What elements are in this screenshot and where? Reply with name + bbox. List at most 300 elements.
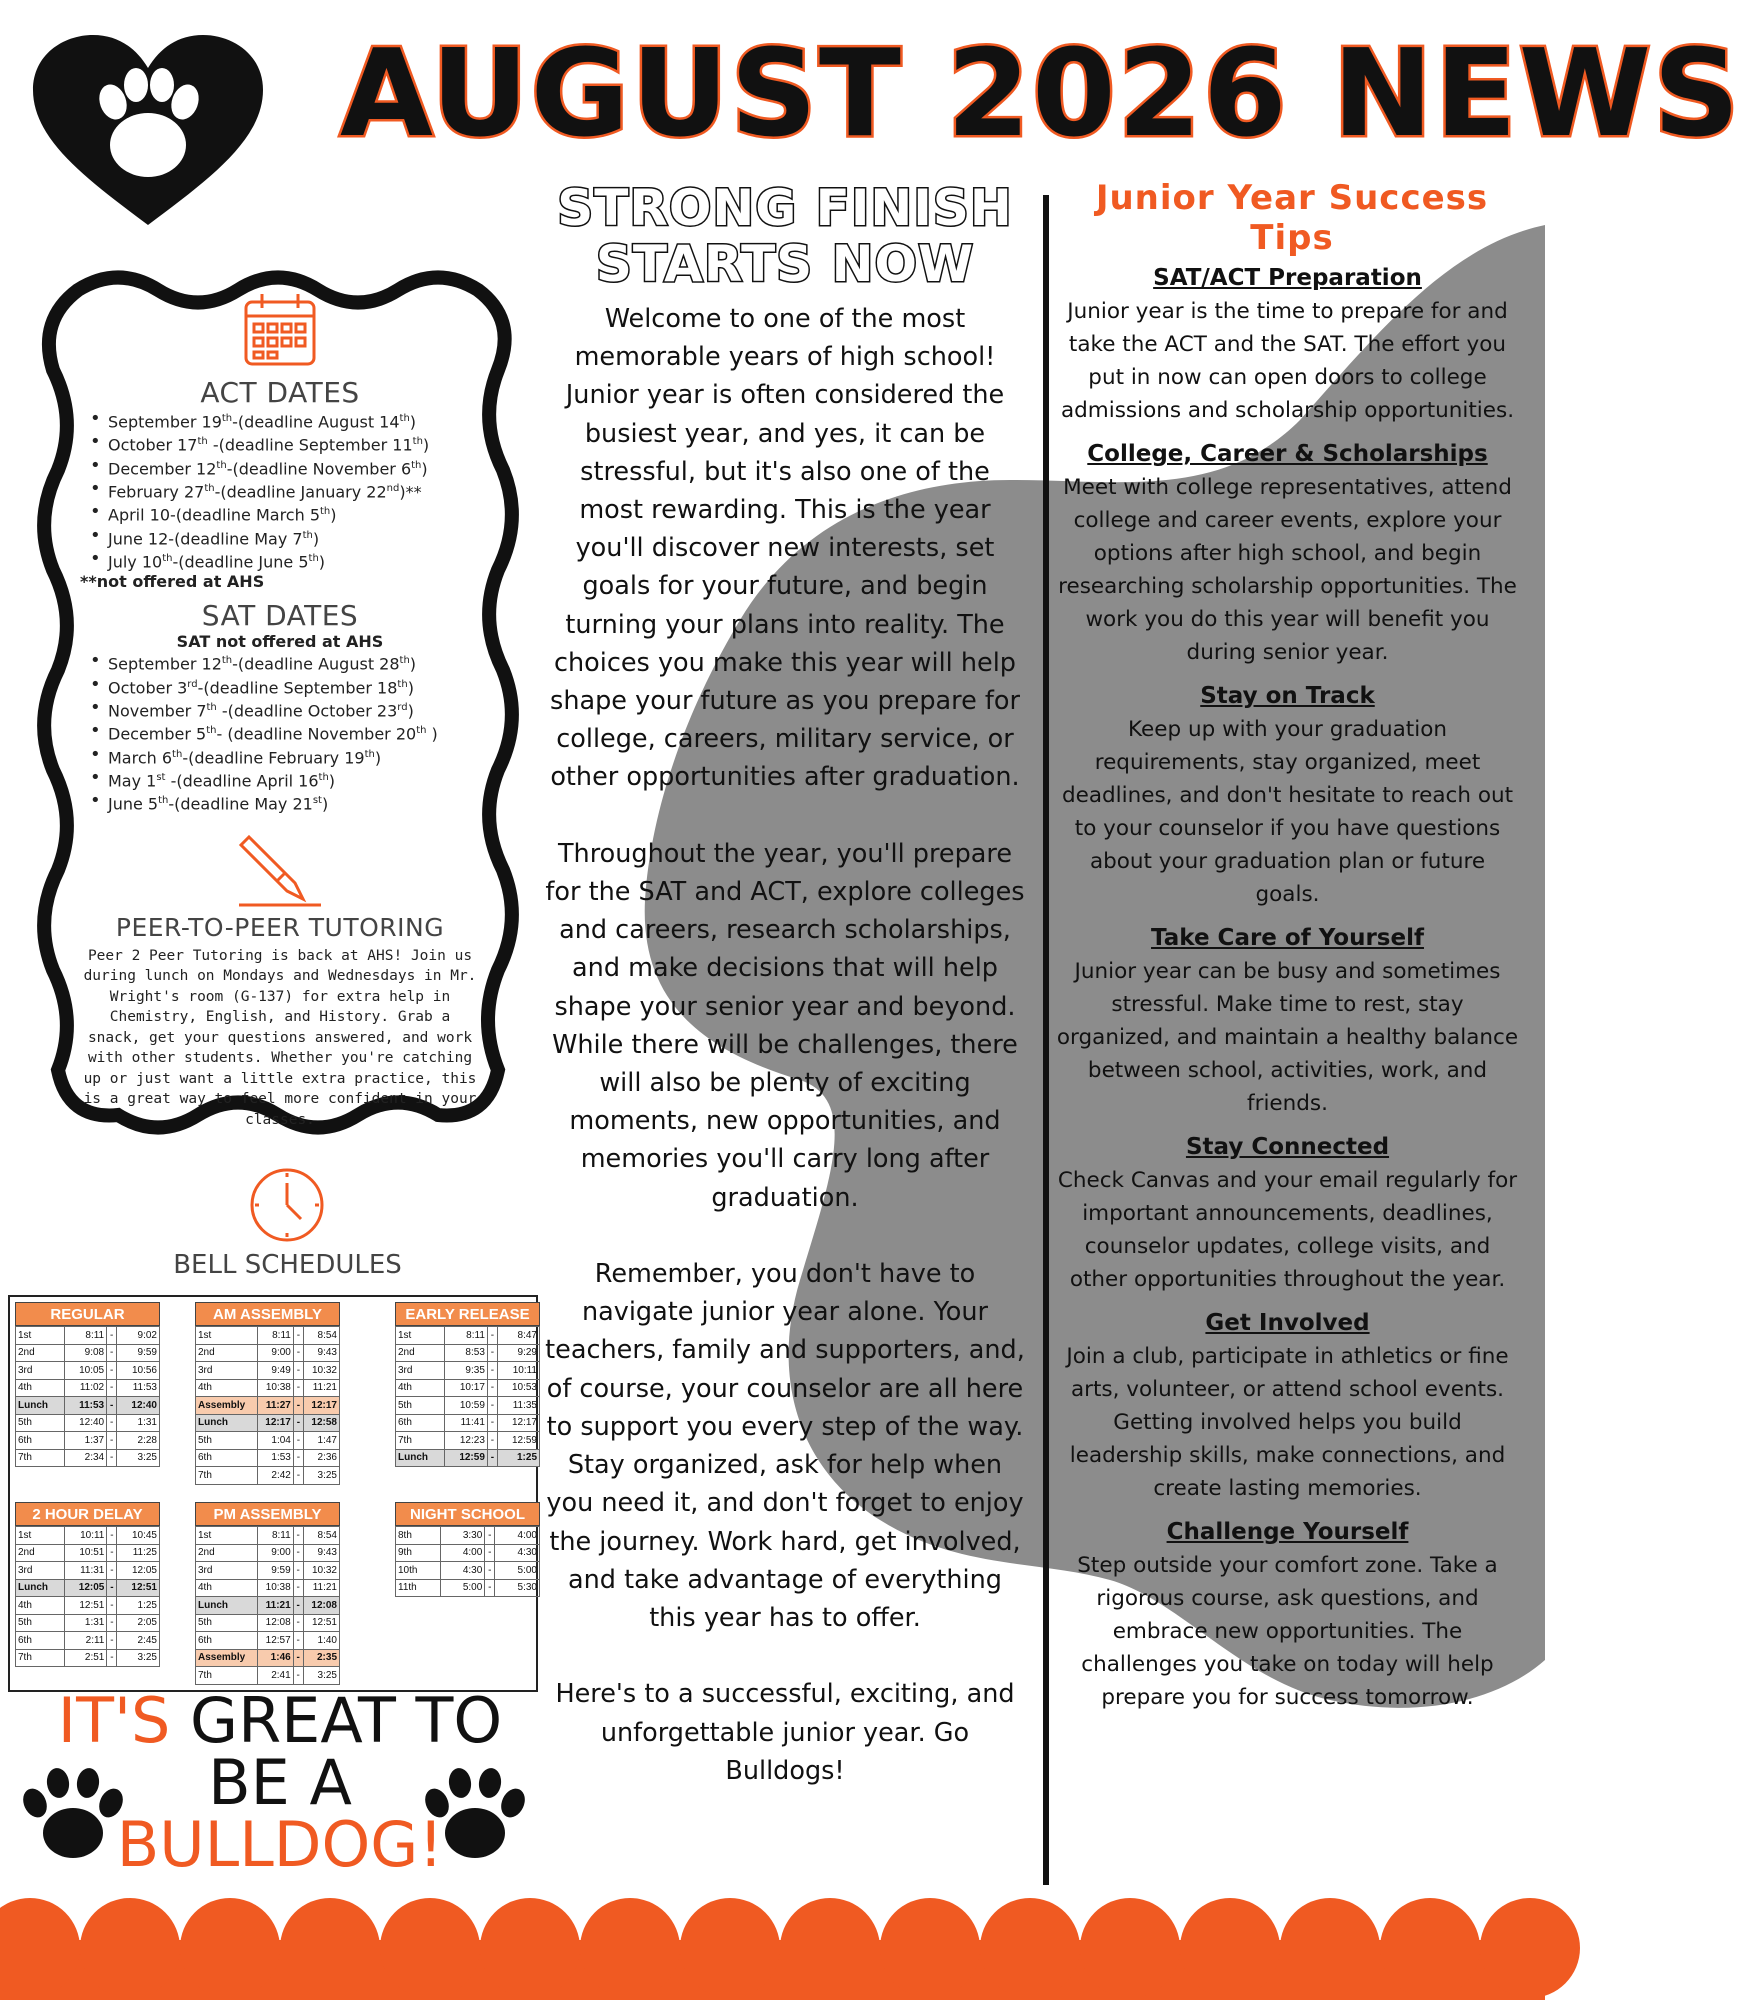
schedule-regular xyxy=(15,1302,160,1467)
schedule-cell: 1st xyxy=(396,1327,445,1345)
schedule-row xyxy=(396,1379,540,1397)
schedule-row xyxy=(196,1432,340,1450)
schedule-cell: 10:32 xyxy=(303,1362,339,1380)
act-date-item: • December 12th-(deadline November 6th) xyxy=(88,456,480,479)
schedule-cell: 10:11 xyxy=(64,1527,107,1545)
schedule-cell: 11:53 xyxy=(117,1379,160,1397)
schedule-cell: - xyxy=(293,1449,303,1467)
schedule-cell: 4:30 xyxy=(495,1544,540,1562)
schedule-cell: - xyxy=(107,1432,117,1450)
schedule-cell: - xyxy=(107,1649,117,1667)
schedule-row xyxy=(16,1432,160,1450)
schedule-cell: 12:17 xyxy=(257,1414,293,1432)
schedule-cell: 12:57 xyxy=(258,1632,294,1650)
schedule-row xyxy=(396,1544,540,1562)
schedule-cell: - xyxy=(293,1344,303,1362)
slogan-bulldog: BULLDOG! xyxy=(116,1808,444,1881)
tip-text: Junior year can be busy and sometimes stressful. Make time to rest, stay organized, and maintain a healthy balance between school, activities, work, and friends. xyxy=(1056,959,1519,1116)
schedule-row xyxy=(196,1527,340,1545)
schedule-cell: - xyxy=(293,1667,303,1685)
act-dates-list xyxy=(80,409,480,572)
schedule-cell: 11th xyxy=(396,1579,441,1597)
schedule-row xyxy=(16,1344,160,1362)
schedule-table xyxy=(395,1526,540,1597)
sat-date-item: • June 5th-(deadline May 21st) xyxy=(88,791,480,814)
schedule-cell: 8:11 xyxy=(445,1327,488,1345)
schedule-table xyxy=(15,1526,160,1667)
schedule-cell: 7th xyxy=(196,1467,258,1485)
schedule-cell: 12:17 xyxy=(303,1397,339,1415)
schedule-cell: 12:40 xyxy=(65,1414,107,1432)
schedule-cell: 11:25 xyxy=(117,1544,160,1562)
act-date-item: • February 27th-(deadline January 22nd)** xyxy=(88,479,480,502)
schedule-cell: 10:59 xyxy=(445,1397,488,1415)
schedule-cell: - xyxy=(487,1379,497,1397)
schedule-table xyxy=(195,1526,340,1685)
schedule-cell: 1:31 xyxy=(64,1614,107,1632)
schedule-cell: 2:45 xyxy=(117,1632,160,1650)
schedule-cell: 12:08 xyxy=(303,1597,339,1615)
schedule-cell: 10:45 xyxy=(117,1527,160,1545)
schedule-cell: 10:51 xyxy=(64,1544,107,1562)
schedule-cell: 3:25 xyxy=(303,1667,339,1685)
newsletter-title: AUGUST 2026 NEWS xyxy=(340,25,1742,164)
schedule-cell: 1st xyxy=(16,1327,65,1345)
schedule-row xyxy=(196,1414,340,1432)
schedule-cell: 4:30 xyxy=(440,1562,485,1580)
clock-icon xyxy=(247,1165,327,1245)
schedule-cell: 12:08 xyxy=(258,1614,294,1632)
schedule-cell: 7th xyxy=(396,1432,445,1450)
schedule-cell: 4th xyxy=(16,1597,65,1615)
schedule-cell: - xyxy=(107,1544,117,1562)
paw-print-icon xyxy=(18,1765,128,1865)
schedule-cell: 11:41 xyxy=(445,1414,488,1432)
act-date-item: • October 17th -(deadline September 11th) xyxy=(88,432,480,455)
schedule-cell: - xyxy=(293,1414,303,1432)
schedule-row xyxy=(196,1562,340,1580)
schedule-cell: 2:11 xyxy=(64,1632,107,1650)
schedule-cell: - xyxy=(107,1379,117,1397)
schedule-cell: - xyxy=(293,1362,303,1380)
schedule-cell: 1st xyxy=(196,1527,258,1545)
sat-date-item: • November 7th -(deadline October 23rd) xyxy=(88,698,480,721)
schedule-row xyxy=(16,1362,160,1380)
schedule-cell: - xyxy=(293,1397,303,1415)
schedule-cell: 2:35 xyxy=(303,1649,339,1667)
schedule-cell: - xyxy=(293,1379,303,1397)
schedule-title: REGULAR xyxy=(15,1302,160,1326)
schedule-row xyxy=(196,1379,340,1397)
schedule-table xyxy=(15,1326,160,1467)
heart-paw-icon xyxy=(28,30,268,230)
tip-text: Junior year is the time to prepare for and take the ACT and the SAT. The effort you put in now can open doors to college admissions and scholarship opportunities. xyxy=(1060,299,1515,423)
schedule-cell: 10:56 xyxy=(117,1362,160,1380)
schedule-row xyxy=(16,1649,160,1667)
tip-heading: Challenge Yourself xyxy=(1166,1519,1409,1545)
schedule-row xyxy=(16,1414,160,1432)
schedule-cell: - xyxy=(107,1527,117,1545)
schedule-cell: 3:25 xyxy=(117,1649,160,1667)
schedule-cell: 10:38 xyxy=(258,1579,294,1597)
schedule-cell: 3:25 xyxy=(117,1449,160,1467)
schedule-cell: 12:51 xyxy=(64,1597,107,1615)
schedule-cell: 5th xyxy=(16,1414,65,1432)
schedule-row xyxy=(16,1449,160,1467)
schedule-cell: Assembly xyxy=(196,1397,258,1415)
schedule-row xyxy=(196,1597,340,1615)
schedule-cell: 10:17 xyxy=(445,1379,488,1397)
schedule-cell: - xyxy=(487,1344,497,1362)
schedule-night-school xyxy=(395,1502,540,1597)
schedule-row xyxy=(396,1579,540,1597)
schedule-cell: 5th xyxy=(196,1432,258,1450)
schedule-cell: 8:54 xyxy=(303,1327,339,1345)
schedule-cell: 11:53 xyxy=(65,1397,107,1415)
tutoring-description: Peer 2 Peer Tutoring is back at AHS! Join us during lunch on Mondays and Wednesdays in Mr. Wright's room (G-137) for extra help in Chemistry, English, and History. Grab a snack, get your questions answered, and work with other students. Whether you're catching up or just want a little extra practice, this is a great way to feel more confident in your classes. xyxy=(83,947,477,1128)
schedule-row xyxy=(396,1397,540,1415)
schedule-cell: - xyxy=(293,1327,303,1345)
act-not-offered-note: **not offered at AHS xyxy=(80,572,265,592)
schedule-cell: - xyxy=(293,1597,303,1615)
schedule-cell: 12:59 xyxy=(445,1449,488,1467)
schedule-cell: 2:28 xyxy=(117,1432,160,1450)
bell-schedules-panel xyxy=(8,1295,538,1692)
schedule-cell: 2nd xyxy=(16,1544,65,1562)
schedule-cell: 2:42 xyxy=(257,1467,293,1485)
tip-heading: Get Involved xyxy=(1205,1310,1370,1336)
schedule-cell: - xyxy=(293,1614,303,1632)
schedule-cell: 2:34 xyxy=(65,1449,107,1467)
tip-text: Check Canvas and your email regularly for important announcements, deadlines, counselor updates, college visits, and other opportunities throughout the year. xyxy=(1057,1168,1518,1292)
schedule-cell: 10:11 xyxy=(497,1362,539,1380)
success-tips-title: Junior Year Success Tips xyxy=(1095,178,1489,258)
schedule-cell: 9:59 xyxy=(117,1344,160,1362)
schedule-cell: Lunch xyxy=(196,1597,258,1615)
schedule-row xyxy=(196,1579,340,1597)
welcome-article: Welcome to one of the most memorable years of high school! Junior year is often considered the busiest year, and yes, it can be stressful, but it's also one of the most rewarding. This is the year you'll discover new interests, set goals for your future, and begin turning your plans into reality. The choices you make this year will help shape your future as you prepare for college, careers, military service, or other opportunities after graduation. Throughout the year, you'll prepare for the SAT and ACT, explore colleges and careers, research scholarships, and make decisions that will help shape your senior year and beyond. While there will be challenges, there will also be plenty of exciting moments, new opportunities, and memories you'll carry long after graduation. Remember, you don't have to navigate junior year alone. Your teachers, family and supporters, and, of course, your counselor are all here to support you every step of the way. Stay organized, ask for help when you need it, and don't forget to enjoy the journey. Work hard, get involved, and take advantage of everything this year has to offer. Here's to a successful, exciting, and unforgettable junior year. Go Bulldogs! xyxy=(545,304,1025,1786)
schedule-cell: 12:51 xyxy=(303,1614,339,1632)
schedule-cell: 2:51 xyxy=(64,1649,107,1667)
schedule-cell: 6th xyxy=(16,1632,65,1650)
schedule-row xyxy=(196,1467,340,1485)
schedule-cell: 10th xyxy=(396,1562,441,1580)
schedule-title: 2 HOUR DELAY xyxy=(15,1502,160,1526)
column-divider xyxy=(1043,195,1049,1885)
schedule-cell: 6th xyxy=(196,1449,258,1467)
schedule-row xyxy=(196,1632,340,1650)
schedule-cell: - xyxy=(107,1414,117,1432)
schedule-cell: 9:00 xyxy=(258,1544,294,1562)
pencil-icon xyxy=(235,827,325,907)
schedule-cell: Assembly xyxy=(196,1649,258,1667)
schedule-cell: 6th xyxy=(16,1432,65,1450)
schedule-cell: - xyxy=(293,1432,303,1450)
schedule-cell: 5th xyxy=(396,1397,445,1415)
schedule-cell: - xyxy=(107,1344,117,1362)
tip-text: Keep up with your graduation requirements, stay organized, meet deadlines, and don't hesitate to reach out to your counselor if you have questions about your graduation plan or future goals. xyxy=(1061,717,1514,907)
tip-heading: SAT/ACT Preparation xyxy=(1153,265,1422,291)
schedule-cell: 9th xyxy=(396,1544,441,1562)
schedule-cell: 9:35 xyxy=(445,1362,488,1380)
schedule-cell: 9:00 xyxy=(257,1344,293,1362)
schedule-cell: - xyxy=(107,1449,117,1467)
schedule-row xyxy=(196,1397,340,1415)
schedule-row xyxy=(396,1414,540,1432)
tip-heading: Take Care of Yourself xyxy=(1151,925,1424,951)
schedule-cell: 11:31 xyxy=(64,1562,107,1580)
calendar-icon xyxy=(240,290,320,370)
schedule-cell: - xyxy=(487,1432,497,1450)
schedule-row xyxy=(16,1379,160,1397)
schedule-cell: 2:41 xyxy=(258,1667,294,1685)
schedule-row xyxy=(396,1432,540,1450)
schedule-title: PM ASSEMBLY xyxy=(195,1502,340,1526)
paw-print-icon xyxy=(420,1765,530,1865)
schedule-cell: 11:21 xyxy=(258,1597,294,1615)
schedule-cell: Lunch xyxy=(396,1449,445,1467)
schedule-cell: 4th xyxy=(196,1379,258,1397)
schedule-cell: 9:59 xyxy=(258,1562,294,1580)
schedule-cell: 2nd xyxy=(196,1544,258,1562)
schedule-cell: 12:05 xyxy=(64,1579,107,1597)
schedule-cell: 2nd xyxy=(396,1344,445,1362)
schedule-cell: 4:00 xyxy=(495,1527,540,1545)
schedule-cell: 6th xyxy=(196,1632,258,1650)
sat-date-item: • May 1st -(deadline April 16th) xyxy=(88,768,480,791)
schedule-cell: 8:54 xyxy=(303,1527,339,1545)
sat-date-item: • March 6th-(deadline February 19th) xyxy=(88,745,480,768)
dates-tutoring-box xyxy=(80,290,480,1128)
schedule-cell: - xyxy=(293,1544,303,1562)
schedule-cell: 2nd xyxy=(16,1344,65,1362)
schedule-row xyxy=(196,1362,340,1380)
schedule-cell: - xyxy=(107,1327,117,1345)
schedule-cell: 9:08 xyxy=(65,1344,107,1362)
schedule-cell: 2:36 xyxy=(303,1449,339,1467)
schedule-row xyxy=(196,1614,340,1632)
schedule-cell: 12:17 xyxy=(497,1414,539,1432)
tip-heading: Stay on Track xyxy=(1200,683,1375,709)
schedule-cell: 5th xyxy=(196,1614,258,1632)
act-date-item: • September 19th-(deadline August 14th) xyxy=(88,409,480,432)
schedule-cell: 4th xyxy=(396,1379,445,1397)
schedule-cell: 11:02 xyxy=(65,1379,107,1397)
slogan-its: IT'S xyxy=(57,1684,171,1757)
schedule-cell: - xyxy=(485,1562,495,1580)
slogan-be-a: BE A xyxy=(208,1746,352,1819)
schedule-cell: 1:37 xyxy=(65,1432,107,1450)
title-line-1: STRONG FINISH xyxy=(557,179,1013,237)
tip-text: Step outside your comfort zone. Take a rigorous course, ask questions, and embrace new opportunities. The challenges you take on today will help prepare you for success tomorrow. xyxy=(1077,1553,1498,1710)
tutoring-title: PEER-TO-PEER TUTORING xyxy=(115,912,445,942)
sat-date-item: • September 12th-(deadline August 28th) xyxy=(88,651,480,674)
schedule-cell: 12:59 xyxy=(497,1432,539,1450)
schedule-cell: 10:32 xyxy=(303,1562,339,1580)
schedule-cell: 8:11 xyxy=(257,1327,293,1345)
bottom-scallop-border xyxy=(0,1880,1545,2000)
schedule-cell: 1:47 xyxy=(303,1432,339,1450)
schedule-cell: 4:00 xyxy=(440,1544,485,1562)
schedule-cell: 8:53 xyxy=(445,1344,488,1362)
schedule-cell: - xyxy=(107,1562,117,1580)
schedule-am-assembly xyxy=(195,1302,340,1485)
bell-schedules-title: BELL SCHEDULES xyxy=(173,1250,402,1280)
schedule-row xyxy=(196,1327,340,1345)
schedule-cell: Lunch xyxy=(16,1579,65,1597)
schedule-row xyxy=(16,1327,160,1345)
schedule-cell: 7th xyxy=(196,1667,258,1685)
schedule-cell: 1:31 xyxy=(117,1414,160,1432)
schedule-row xyxy=(16,1579,160,1597)
schedule-cell: 5:00 xyxy=(440,1579,485,1597)
sat-date-item: • October 3rd-(deadline September 18th) xyxy=(88,675,480,698)
schedule-cell: 3:30 xyxy=(440,1527,485,1545)
schedule-cell: - xyxy=(485,1579,495,1597)
schedule-cell: 2:05 xyxy=(117,1614,160,1632)
schedule-cell: 9:43 xyxy=(303,1344,339,1362)
schedule-cell: 1:40 xyxy=(303,1632,339,1650)
schedule-row xyxy=(16,1614,160,1632)
schedule-cell: 12:05 xyxy=(117,1562,160,1580)
schedule-cell: - xyxy=(487,1449,497,1467)
act-date-item: • July 10th-(deadline June 5th) xyxy=(88,549,480,572)
schedule-cell: - xyxy=(107,1614,117,1632)
schedule-row xyxy=(396,1527,540,1545)
schedule-cell: 12:51 xyxy=(117,1579,160,1597)
schedule-row xyxy=(396,1449,540,1467)
schedule-cell: 9:29 xyxy=(497,1344,539,1362)
act-date-item: • June 12-(deadline May 7th) xyxy=(88,526,480,549)
schedule-cell: 11:21 xyxy=(303,1579,339,1597)
schedule-cell: 2nd xyxy=(196,1344,258,1362)
schedule-cell: Lunch xyxy=(16,1397,65,1415)
schedule-cell: 4th xyxy=(16,1379,65,1397)
schedule-cell: - xyxy=(293,1649,303,1667)
sat-date-item: • December 5th- (deadline November 20th ) xyxy=(88,721,480,744)
schedule-cell: 4th xyxy=(196,1579,258,1597)
schedule-cell: 10:38 xyxy=(257,1379,293,1397)
tip-heading: Stay Connected xyxy=(1185,1134,1390,1160)
schedule-cell: 3rd xyxy=(16,1362,65,1380)
schedule-cell: 7th xyxy=(16,1449,65,1467)
act-dates-title: ACT DATES xyxy=(200,376,360,409)
schedule-pm-assembly xyxy=(195,1502,340,1685)
schedule-cell: 11:21 xyxy=(303,1379,339,1397)
schedule-cell: - xyxy=(487,1397,497,1415)
schedule-cell: 1st xyxy=(196,1327,258,1345)
schedule-row xyxy=(396,1562,540,1580)
schedule-cell: 3rd xyxy=(16,1562,65,1580)
schedule-cell: - xyxy=(293,1467,303,1485)
schedule-title: NIGHT SCHOOL xyxy=(395,1502,540,1526)
schedule-cell: 5:00 xyxy=(495,1562,540,1580)
schedule-row xyxy=(16,1632,160,1650)
schedule-row xyxy=(396,1344,540,1362)
schedule-cell: - xyxy=(293,1562,303,1580)
schedule-cell: 11:27 xyxy=(257,1397,293,1415)
act-date-item: • April 10-(deadline March 5th) xyxy=(88,502,480,525)
schedule-row xyxy=(196,1667,340,1685)
schedule-row xyxy=(16,1597,160,1615)
schedule-cell: 1:25 xyxy=(117,1597,160,1615)
schedule-cell: 11:35 xyxy=(497,1397,539,1415)
schedule-row xyxy=(16,1397,160,1415)
schedule-cell: 3rd xyxy=(396,1362,445,1380)
schedule-cell: - xyxy=(107,1597,117,1615)
schedule-row xyxy=(196,1449,340,1467)
slogan-great-to: GREAT TO xyxy=(170,1684,503,1757)
schedule-cell: 5:30 xyxy=(495,1579,540,1597)
schedule-cell: 7th xyxy=(16,1649,65,1667)
schedule-cell: 12:23 xyxy=(445,1432,488,1450)
schedule-row xyxy=(396,1327,540,1345)
schedule-cell: 10:53 xyxy=(497,1379,539,1397)
schedule-cell: 9:02 xyxy=(117,1327,160,1345)
tip-heading: College, Career & Scholarships xyxy=(1087,441,1488,467)
schedule-cell: 10:05 xyxy=(65,1362,107,1380)
sat-not-offered-note: SAT not offered at AHS xyxy=(176,632,384,652)
schedule-cell: 8:11 xyxy=(65,1327,107,1345)
schedule-cell: 12:58 xyxy=(303,1414,339,1432)
schedule-cell: - xyxy=(107,1632,117,1650)
schedule-cell: 8:47 xyxy=(497,1327,539,1345)
schedule-early-release xyxy=(395,1302,540,1467)
schedule-cell: - xyxy=(107,1397,117,1415)
schedule-cell: - xyxy=(485,1527,495,1545)
schedule-cell: 1:04 xyxy=(257,1432,293,1450)
schedule-cell: 1:46 xyxy=(258,1649,294,1667)
schedule-cell: 5th xyxy=(16,1614,65,1632)
schedule-cell: Lunch xyxy=(196,1414,258,1432)
schedule-row xyxy=(196,1544,340,1562)
success-tips-list xyxy=(1055,262,1520,1725)
schedule-row xyxy=(16,1544,160,1562)
schedule-cell: - xyxy=(487,1327,497,1345)
schedule-title: AM ASSEMBLY xyxy=(195,1302,340,1326)
schedule-cell: - xyxy=(293,1527,303,1545)
title-line-2: STARTS NOW xyxy=(595,235,975,293)
schedule-cell: 9:43 xyxy=(303,1544,339,1562)
sat-dates-list xyxy=(80,651,480,814)
schedule-cell: 8th xyxy=(396,1527,441,1545)
schedule-table xyxy=(195,1326,340,1485)
schedule-cell: 3rd xyxy=(196,1562,258,1580)
schedule-cell: - xyxy=(293,1632,303,1650)
schedule-cell: - xyxy=(107,1362,117,1380)
schedule-cell: 6th xyxy=(396,1414,445,1432)
schedule-row xyxy=(16,1527,160,1545)
tip-text: Join a club, participate in athletics or fine arts, volunteer, or attend school events. Getting involved helps you build leadership skills, make connections, and create lasting memories. xyxy=(1066,1344,1509,1501)
schedule-cell: - xyxy=(107,1579,117,1597)
tip-text: Meet with college representatives, attend college and career events, explore your options after high school, and begin researching scholarship opportunities. The work you do this year will benefit you during senior year. xyxy=(1058,475,1517,665)
schedule-cell: 3rd xyxy=(196,1362,258,1380)
schedule-row xyxy=(396,1362,540,1380)
schedule-cell: - xyxy=(485,1544,495,1562)
schedule-row xyxy=(16,1562,160,1580)
schedule-cell: 9:49 xyxy=(257,1362,293,1380)
schedule-cell: 3:25 xyxy=(303,1467,339,1485)
schedule-row xyxy=(196,1344,340,1362)
schedule-table xyxy=(395,1326,540,1467)
schedule-cell: 1st xyxy=(16,1527,65,1545)
schedule-cell: 1:53 xyxy=(257,1449,293,1467)
sat-dates-title: SAT DATES xyxy=(201,599,359,633)
schedule-cell: 12:40 xyxy=(117,1397,160,1415)
schedule-row xyxy=(196,1649,340,1667)
schedule-cell: 1:25 xyxy=(497,1449,539,1467)
schedule-cell: - xyxy=(487,1362,497,1380)
